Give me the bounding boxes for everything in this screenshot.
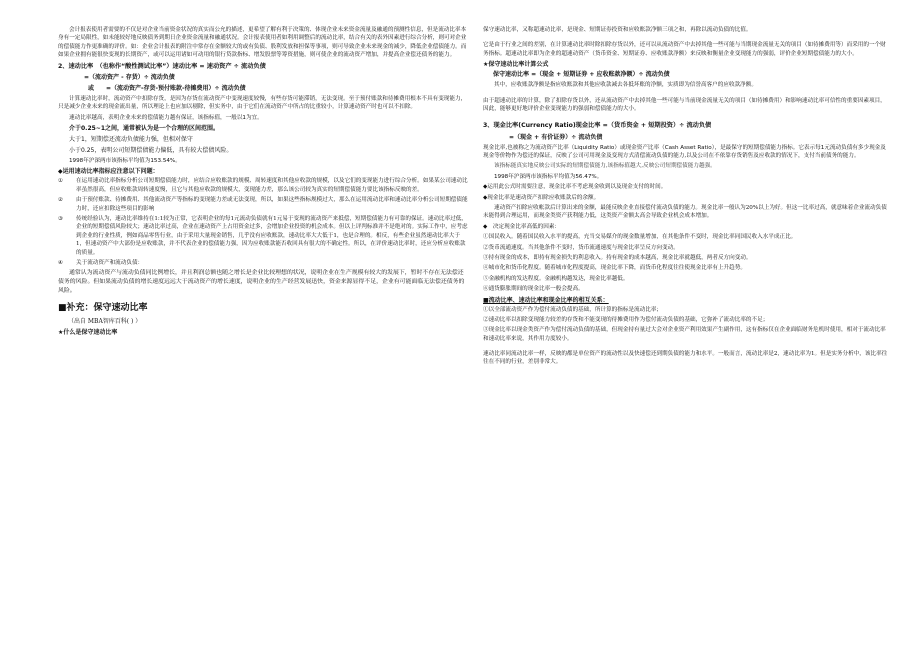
supplement-source: （出自 MBA智库百科( ) ） bbox=[68, 318, 142, 326]
factors-heading: ◆ 决定现金比率高低的因素： bbox=[483, 223, 561, 230]
factor-item: ①国民收入。随着国民收入水平的提高，充当交易媒介的现金数量增加，在其他条件不变时，现金比率同国民收入水平成正比。 bbox=[483, 234, 797, 241]
cash-bullet-1: ◆运用此公式时需要注意，现金比率不考虑现金收到以及现金支付的时间。 bbox=[483, 184, 667, 191]
usage-item-1 bbox=[58, 177, 468, 194]
usage-item-2 bbox=[58, 196, 468, 213]
left-column bbox=[58, 26, 468, 338]
intro-paragraph: 会计报表使用者需要的不仅是对企业当前资金状况的真实而公允的描述，更希望了解有利于决策的、体现企业未来资金流量及融通的预测性信息，但是流动比率本身有一定局限性，如未能较好地反映债务到期日企业资金流量和融通状况。会计报表使用者如利用调整后的流动比率，结合有关的表外因素进行综合分析，则可对企业的偿债能力作更准确的评价。如：企业会计报表的附注中常存在金额较大的或有负债、股利发放和担保等事项，则可导致企业未来现金的减少，降低企业偿债能力。而如果企业拥有能很快变现的长期资产，或可以运用诸如可动用的银行贷款指标、增发股票等筹资措施，则可使企业的流动资产增加，并提高企业偿还债务的能力。 bbox=[58, 27, 467, 59]
usage-item-text: 关于流动资产和流动负债： bbox=[76, 259, 144, 266]
conservative-definition: 保守速动比率，又称超速动比率，是现金、短期证券投资和应收账款净额三项之和，再除以流动负债的比值。 bbox=[483, 27, 752, 33]
quick-ratio-heading: 2、速动比率 （也称作“酸性测试比率”）速动比率 = 速动资产 ÷ 流动负债 bbox=[58, 62, 266, 70]
final-paragraph: 速动比率同流动比率一样，反映的都是单位资产的流动性以及快速偿还到期负债的能力和水平。一般而言，流动比率是2，速动比率为1。但是实务分析中，该比率往往在不同的行业，差别非常大。 bbox=[483, 351, 888, 366]
supplement-question: ★什么是保守速动比率 bbox=[58, 329, 118, 337]
usage-item-text: 由于预付账款、待摊费用、其他流动资产等指标的变现能力差或无法变现，所以，如果这些指标规模过大，那么在运用流动比率和速动比率分析公司短期偿债能力时，还应扣除这些项目的影响 bbox=[76, 197, 468, 212]
relationship-item: ②速动比率以扣除变现能力较差的存货和不能变现的待摊费用作为偿付流动负债的基础，它弥补了流动比率的不足； bbox=[483, 316, 769, 323]
cash-bullet-2: ◆现金比率是速动资产扣除应收账款后的余额。 bbox=[483, 194, 600, 201]
relationship-item: ③现金比率以现金类资产作为偿付流动负债的基础，但现金持有量过大会对企业资产利用效果产生副作用，这有指标仅在企业面临财务危机时使用，相对于流动比率和速动比率来说，其作用力度较小。 bbox=[483, 327, 886, 342]
conservative-formula-heading: ★保守速动比率计算公式 bbox=[483, 61, 549, 69]
usage-item-number: ③ bbox=[58, 215, 64, 222]
quick-ratio-1998: 1998年沪深两市该指标平均值为153.54%。 bbox=[69, 158, 181, 165]
usage-item-text: 传统经验认为，速动比率维持在1:1较为正常，它表明企业的每1元流动负债就有1元易于变现的流动资产来抵偿，短期偿债能力有可靠的保证。速动比率过低，企业的短期偿债风险较大；速动比率过高，企业在速动资产上占用资金过多，会增加企业投资的机会成本。但以上评判标准并不是绝对的。实际工作中，应考虑到企业的行业性质，例如商品零售行业，由于采用大量现金销售，几乎没有应收账款，速动比率大大低于1，也是合理的。相反，有些企业虽然速动比率大于1，但速动资产中大部份是应收账款，并不代表企业的偿债能力强，因为应收账款能否收回具有很大的不确定性。所以，在评价速动比率时，还应分析应收账款的质量。 bbox=[76, 215, 468, 256]
quick-ratio-explanation: 计算速动比率时，流动资产中扣除存货，是因为存货在流动资产中变现速度较慢，有些存货可能滞销，无法变现。至于预付账款和待摊费用根本不具有变现能力，只是减少企业未来的现金流出量，所以理论上也应加以剔除，但实务中，由于它们在流动资产中所占的比重较小，计算速动资产时也可以不扣除。 bbox=[58, 95, 467, 111]
factor-item: ②货币流通速度。当其他条件不变时，货币流通速度与现金比率呈反方向变动。 bbox=[483, 244, 679, 251]
factor-item: ③持有现金的成本，即持有现金损失的利息收入。持有现金的成本越高，现金比率就越低，两者反方向变动。 bbox=[483, 254, 752, 261]
factor-item: ④城市化和货币化程度。随着城市化程度提高，现金比率下降，而货币化程度往往使现金比率有上升趋势。 bbox=[483, 265, 746, 272]
conservative-advantage: 由于超速动比率的计算，除了扣除存货以外，还从流动资产中去掉其他一些可能与当前现金流量无关的项目（如待摊费用）和影响速动比率可信性的重要因素项目，因此，能够更好地评价企业变现能力的强弱和偿债能力的大小。 bbox=[483, 97, 886, 112]
factor-item: ⑥通货膨胀期间的现金比率一般会提高。 bbox=[483, 286, 584, 293]
usage-notes-heading: ◆运用速动比率指标应注意以下问题： bbox=[58, 168, 159, 176]
right-column bbox=[483, 26, 891, 369]
quick-ratio-gt1: 大于1，短期偿还流动负债能力强，但相对保守 bbox=[69, 136, 193, 144]
quick-ratio-formula-1: =（流动资产 - 存货）÷ 流动负债 bbox=[84, 73, 175, 81]
cash-ratio-1998: 1998年沪深两市该指标平均值为56.47%。 bbox=[494, 173, 603, 180]
quick-ratio-higher: 速动比率越高，表明企业未来的偿债能力越有保证，该指标值，一般以1为宜。 bbox=[69, 114, 263, 121]
cash-ratio-formula: =（现金 + 有价证券）÷ 流动负债 bbox=[509, 133, 603, 141]
quick-ratio-lt: 小于0.25，表明公司短期偿债能力偏低，具有较大偿债风险。 bbox=[69, 147, 233, 155]
usage-item-text: 在运用速动比率指标分析公司短期偿债能力时，应结合应收账款的规模、周转速度和其他应收款的规模，以及它们的变现能力进行综合分析。如果某公司速动比率虽然很高，但应收账款周转速度慢，且它与其他应收款的规模大，变现能力差，那么该公司较为真实的短期偿债能力要比该指标反映的差。 bbox=[76, 178, 468, 193]
cash-ratio-strength: 该指标能真实地反映公司实际的短期偿债能力,该指标值越大,反映公司短期偿债能力越强。 bbox=[494, 163, 716, 170]
quick-ratio-formula-2: 或 =（流动资产-存货-预付账款-待摊费用）÷ 流动负债 bbox=[88, 84, 246, 92]
factor-item: ⑤金融机构的发达程度。金融机构越发达，现金比率越低。 bbox=[483, 275, 629, 282]
cash-ratio-definition: 现金比率,也被称之为流动资产比率（Liquidity Ratio）或现金资产比率（Cash Asset Ratio），是最保守的短期偿债能力指标。它表示每1元流动负债有多少现金及现金等价物作为偿还的保证，反映了公司可用现金及变现方式清偿流动负债的能力,以及公司在不依靠存货销售及应收款的情况下，支付当前债务的能力。 bbox=[483, 144, 886, 160]
usage-item-number: ② bbox=[58, 197, 64, 204]
quick-ratio-range: 介于0.25~1之间，通常被认为是一个合理的区间范围。 bbox=[69, 125, 220, 133]
usage-item-4 bbox=[58, 259, 468, 267]
usage-item-number: ④ bbox=[58, 259, 64, 266]
assets-liabilities-paragraph: 通常认为流动资产与流动负债同比例增长，并且利润总额也随之增长是企业比较理想的状况，说明企业在生产规模有较大的发展下，暂时不存在无法偿还债务的风险。但如果流动负债的增长速度远远大于流动资产的增长速度，说明企业的生产经营发展迅快，资金来源显得不足，企业有可能面临无法偿还债务的风险。 bbox=[58, 270, 465, 295]
conservative-formula: 保守速动比率 =（现金 + 短期证券 + 应收账款净额）÷ 流动负债 bbox=[493, 71, 670, 79]
relationship-heading: ■流动比率、速动比率和现金比率的相互关系： bbox=[483, 296, 609, 304]
cash-ratio-heading: 3、现金比率(Currency Ratio)现金比率 =（货币资金 + 短期投资）÷ 流动负债 bbox=[483, 122, 712, 130]
conservative-background: 它是由于行业之间的差别，在计算速动比率时除扣除存货以外，还可以从流动资产中去掉其他一些可能与当期现金流量无关的项目（如待摊费用等）而采用的一个财务指标。超速动比率即为企业的超速动资产（货币资金、短期证券、应收账款净额）来反映和衡量企业变现能力的强弱，评价企业短期偿债能力的大小。 bbox=[483, 42, 886, 57]
supplement-heading: ■补充：保守速动比率 bbox=[58, 302, 148, 313]
receivables-note: 其中，应收账款净额是指应收账款和其他应收款减去各抵坏账的净额，实质即为信誉高客户的应收款净额。 bbox=[494, 82, 757, 89]
relationship-item: ①以全部流动资产作为偿付流动负债的基础，所计算的指标是流动比率； bbox=[483, 306, 663, 313]
usage-item-3 bbox=[58, 215, 468, 257]
usage-item-number: ① bbox=[58, 178, 64, 185]
cash-ratio-explanation: 速动资产扣除应收帐款后计算出来的金额，最能反映企业直接偿付流动负债的能力。现金比率一般认为20%以上为好。但这一比率过高，就意味着企业流动负债未能得到合理运用，而现金类资产获利能力低，这类资产金额太高会导致企业机会成本增加。 bbox=[483, 204, 887, 220]
